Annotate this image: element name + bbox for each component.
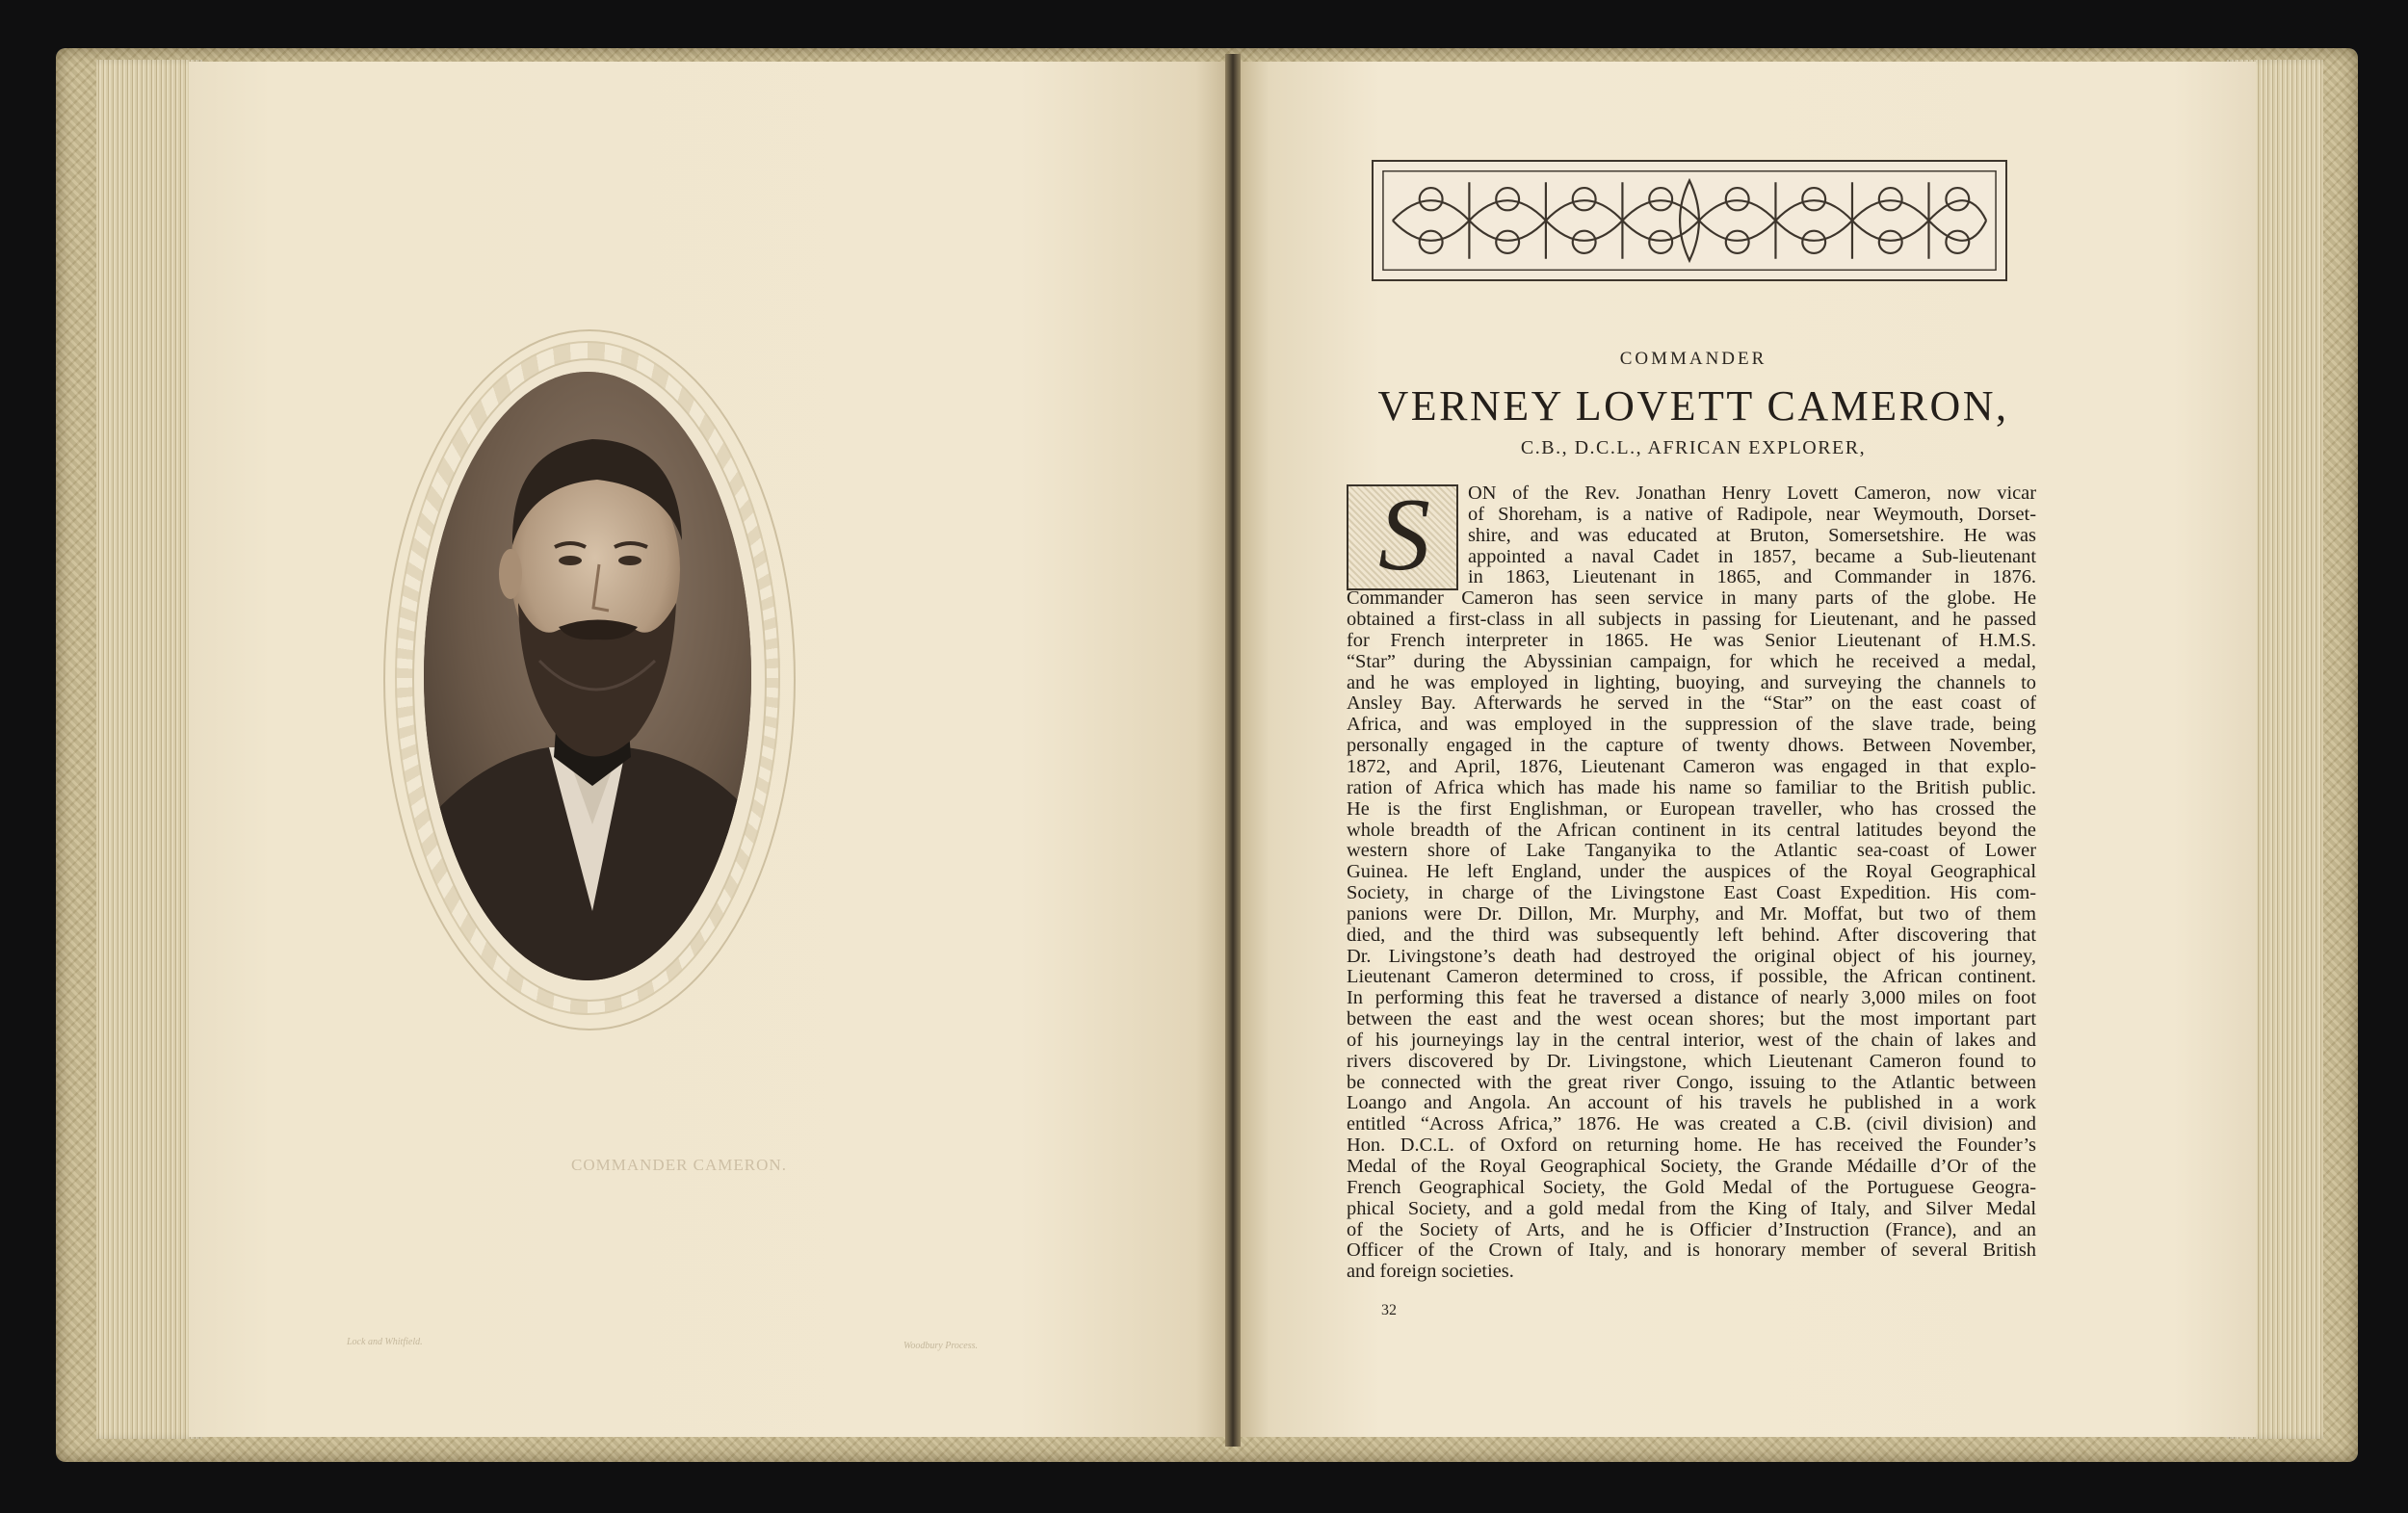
body-line: entitled “Across Africa,” 1876. He was created a C.B. (civil division) and (1347, 1113, 2036, 1135)
body-line: Ansley Bay. Afterwards he served in the “Star” on the east coast of (1347, 692, 2036, 715)
body-line: and foreign societies. (1347, 1261, 1514, 1283)
drop-cap-letter: S (1378, 478, 1430, 592)
body-line: Commander Cameron has seen service in many parts of the globe. He (1347, 587, 2036, 610)
body-line: Society, in charge of the Livingstone East Coast Expedition. His com- (1347, 882, 2036, 904)
body-line: Guinea. He left England, under the auspices of the Royal Geographical (1347, 861, 2036, 883)
page-number: 32 (1381, 1302, 1397, 1318)
body-line: between the east and the west ocean shores; but the most important part (1347, 1008, 2036, 1030)
body-line: 1872, and April, 1876, Lieutenant Cameron was engaged in that explo- (1347, 755, 2036, 777)
left-page-edges (96, 60, 202, 1439)
body-line: shire, and was educated at Bruton, Somersetshire. He was (1468, 524, 2036, 546)
body-line: appointed a naval Cadet in 1857, became a Sub-lieutenant (1468, 545, 2036, 567)
body-line: rivers discovered by Dr. Livingstone, which Lieutenant Cameron found to (1347, 1050, 2036, 1072)
body-line: of the Society of Arts, and he is Officier d’Instruction (France), and an (1347, 1218, 2036, 1240)
body-line: ration of Africa which has made his name so familiar to the British public. (1347, 776, 2036, 798)
body-line: Lieutenant Cameron determined to cross, if possible, the African continent. (1347, 966, 2036, 988)
decorative-headpiece (1372, 160, 2007, 281)
page-title: VERNEY LOVETT CAMERON, (1377, 382, 2009, 430)
biography-text (1347, 483, 2036, 1283)
body-line: for French interpreter in 1865. He was Senior Lieutenant of H.M.S. (1347, 629, 2036, 651)
photographer-credit: Lock and Whitfield. (347, 1337, 423, 1347)
body-line: Dr. Livingstone’s death had destroyed the original object of his journey, (1347, 945, 2036, 967)
book-gutter (1225, 54, 1241, 1447)
body-line: obtained a first-class in all subjects in passing for Lieutenant, and he passed (1347, 609, 2036, 631)
body-line: be connected with the great river Congo, issuing to the Atlantic between (1347, 1071, 2036, 1093)
plate-caption: COMMANDER CAMERON. (571, 1156, 787, 1174)
title-subtitle: C.B., D.C.L., AFRICAN EXPLORER, (1520, 437, 1867, 458)
title-prefix: COMMANDER (1619, 349, 1767, 369)
body-line: phical Society, and a gold medal from the King of Italy, and Silver Medal (1347, 1197, 2036, 1219)
body-line: Africa, and was employed in the suppression of the slave trade, being (1347, 714, 2036, 736)
body-line: of Shoreham, is a native of Radipole, near Weymouth, Dorset- (1468, 503, 2036, 525)
body-line: died, and the third was subsequently left behind. After discovering that (1347, 924, 2036, 946)
body-line: and he was employed in lighting, buoying, and surveying the channels to (1347, 671, 2036, 693)
body-line: of his journeyings lay in the central interior, west of the chain of lakes and (1347, 1029, 2036, 1051)
portrait-photograph (424, 372, 751, 980)
body-line: Medal of the Royal Geographical Society, the Grande Médaille d’Or of the (1347, 1156, 2036, 1177)
body-line: In performing this feat he traversed a distance of nearly 3,000 miles on foot (1347, 987, 2036, 1009)
body-line: personally engaged in the capture of twenty dhows. Between November, (1347, 735, 2036, 757)
body-line: whole breadth of the African continent in its central latitudes beyond the (1347, 819, 2036, 841)
body-line: panions were Dr. Dillon, Mr. Murphy, and Mr. Moffat, but two of them (1347, 902, 2036, 925)
body-line: Hon. D.C.L. of Oxford on returning home. He has received the Founder’s (1347, 1135, 2036, 1157)
body-line: “Star” during the Abyssinian campaign, for which he received a medal, (1347, 650, 2036, 672)
body-line: ON of the Rev. Jonathan Henry Lovett Cameron, now vicar (1468, 483, 2036, 504)
body-line: in 1863, Lieutenant in 1865, and Commander in 1876. (1468, 566, 2036, 588)
body-line: Officer of the Crown of Italy, and is honorary member of several British (1347, 1239, 2036, 1262)
body-line: French Geographical Society, the Gold Medal of the Portuguese Geogra- (1347, 1176, 2036, 1198)
body-line: western shore of Lake Tanganyika to the Atlantic sea-coast of Lower (1347, 840, 2036, 862)
body-line: Loango and Angola. An account of his travels he published in a work (1347, 1092, 2036, 1114)
printing-process-credit: Woodbury Process. (903, 1341, 979, 1351)
body-line: He is the first Englishman, or European traveller, who has crossed the (1347, 797, 2036, 820)
